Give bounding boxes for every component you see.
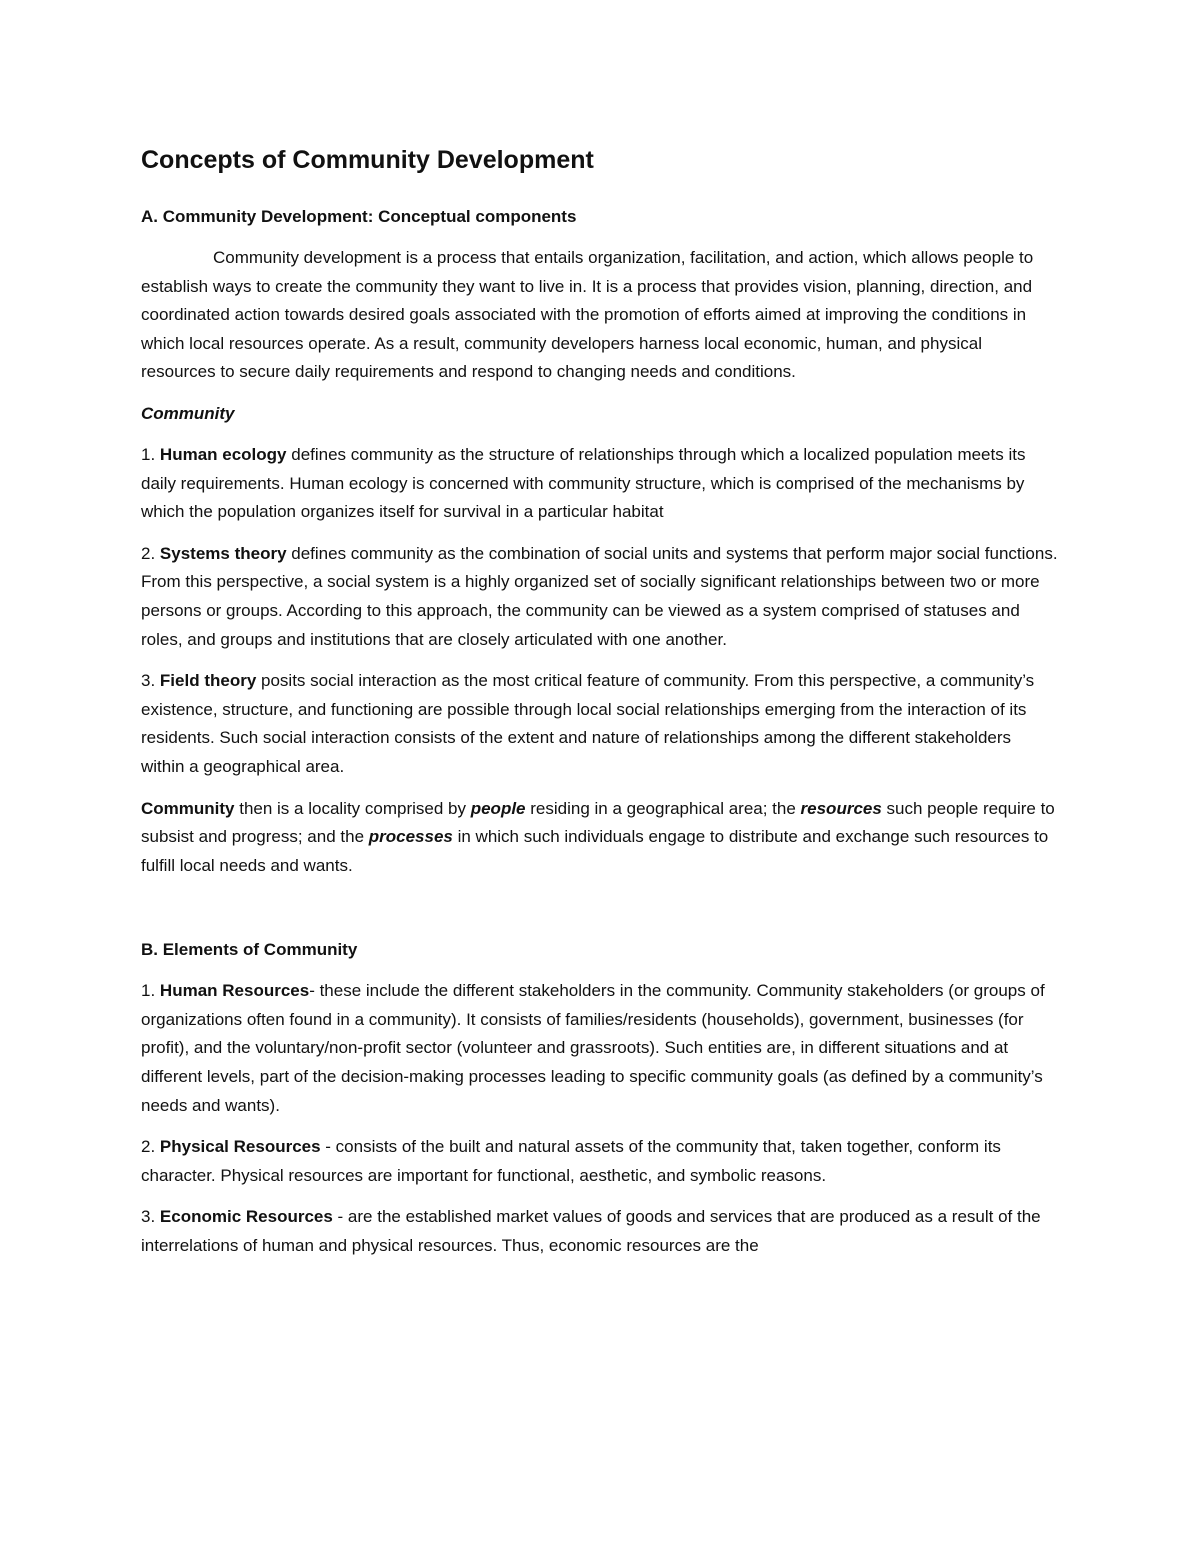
section-a-heading: A. Community Development: Conceptual components — [141, 207, 577, 226]
item-term: Economic Resources — [159, 1207, 333, 1227]
item-term: Human Resources — [159, 981, 310, 1001]
community-item-systems-theory — [141, 540, 1059, 654]
community-item-human-ecology — [141, 441, 1059, 527]
item-term: Human ecology — [159, 444, 287, 464]
section-a-intro: Community development is a process that entails organization, facilitation, and action, which allows people to establish ways to create the community they want to live in. It is a process that provides vision, planning, direction, and coordinated action towards desired goals associated with the promotion of efforts aimed at improving the conditions in which local resources operate. As a result, community developers harness local economic, human, and physical resources to secure daily requirements and respond to changing needs and conditions. — [141, 248, 1034, 382]
summary-resources: resources — [800, 798, 882, 818]
summary-text: in which such individuals engage to distribute and exchange such resources to fulfill local needs and wants. — [141, 827, 1049, 875]
section-b-heading: B. Elements of Community — [141, 940, 358, 960]
summary-people: people — [470, 798, 526, 818]
community-subheading: Community — [141, 403, 235, 423]
document-page — [141, 140, 1059, 1274]
item-term: Physical Resources — [159, 1137, 321, 1157]
element-item-human-resources — [141, 977, 1059, 1120]
summary-processes: processes — [368, 827, 453, 847]
item-text: - are the established market values of goods and services that are produced as a result of the interrelations of human and physical resources. Thus, economic resources are the — [141, 1207, 1041, 1256]
summary-text: such people require to subsist and progress; and the — [141, 798, 1055, 847]
item-number: 3. — [141, 1207, 156, 1227]
element-item-physical-resources — [141, 1133, 1059, 1190]
section-spacer — [141, 893, 1059, 937]
item-text: posits social interaction as the most critical feature of community. From this perspective, a community’s existence, structure, and functioning are possible through local social relationships emerging from the interaction of its residents. Such social interaction consists of the extent and nature of relationships among the different stakeholders within a geographical area. — [141, 671, 1035, 776]
item-number: 1. — [141, 981, 156, 1001]
item-number: 2. — [141, 543, 156, 563]
item-number: 3. — [141, 671, 156, 691]
item-text: - these include the different stakeholders in the community. Community stakeholders (or groups of organizations often found in a community). It consists of families/residents (households), government, businesses (for profit), and the voluntary/non-profit sector (volunteer and grassroots). Such entities are, in different situations and at different levels, part of the decision-making processes leading to specific community goals (as defined by a community’s needs and wants). — [141, 981, 1045, 1115]
item-term: Systems theory — [159, 543, 287, 563]
document-title: Concepts of Community Development — [141, 146, 594, 174]
item-text: - consists of the built and natural assets of the community that, taken together, conform its character. Physical resources are important for functional, aesthetic, and symbolic reasons. — [141, 1137, 1001, 1185]
item-number: 2. — [141, 1137, 156, 1157]
element-item-economic-resources — [141, 1203, 1059, 1260]
item-number: 1. — [141, 444, 156, 464]
summary-text: then is a locality comprised by — [234, 798, 471, 818]
community-item-field-theory — [141, 667, 1059, 781]
item-term: Field theory — [159, 671, 257, 691]
summary-term: Community — [141, 798, 235, 818]
item-text: defines community as the combination of social units and systems that perform major social functions. From this perspective, a social system is a highly organized set of socially significant relationships between two or more persons or groups. According to this approach, the community can be viewed as a system comprised of statuses and roles, and groups and institutions that are closely articulated with one another. — [141, 543, 1058, 649]
item-text: defines community as the structure of relationships through which a localized population meets its daily requirements. Human ecology is concerned with community structure, which is comprised of the mechanisms by which the population organizes itself for survival in a particular habitat — [141, 444, 1026, 522]
summary-text: residing in a geographical area; the — [525, 798, 801, 818]
community-summary — [141, 795, 1059, 881]
